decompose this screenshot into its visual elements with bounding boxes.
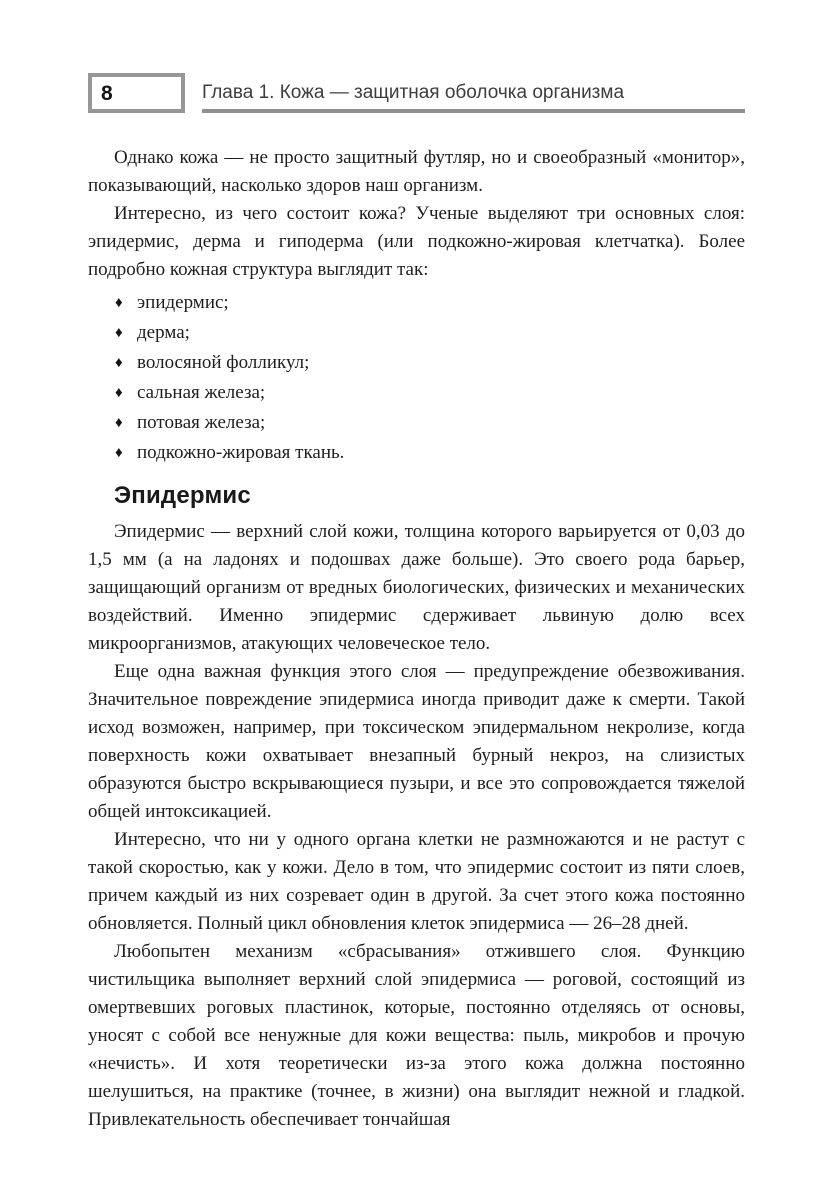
text-block bbox=[88, 73, 745, 1134]
list-item-label: эпидермис; bbox=[137, 292, 229, 313]
paragraph: Еще одна важная функция этого слоя — предупреждение обезвоживания. Значительное повреждение эпидермиса иногда приводит даже к смерти. Такой исход возможен, например, при токсическом эпидермальном некролизе, когда поверхность кожи охватывает внезапный бурный некроз, на слизистых образуются быстро вскрывающиеся пузыри, и все это сопровождается тяжелой общей интоксикацией. bbox=[88, 661, 745, 822]
page-number: 8 bbox=[101, 81, 113, 105]
skin-layers-list bbox=[88, 289, 745, 467]
diamond-bullet-icon: ♦ bbox=[115, 445, 123, 461]
page-number-box bbox=[88, 73, 185, 113]
list-item bbox=[88, 349, 745, 377]
list-item bbox=[88, 409, 745, 437]
body-text bbox=[88, 144, 745, 1134]
paragraph: Интересно, из чего состоит кожа? Ученые выделяют три основных слоя: эпидермис, дерма и гиподерма (или подкожно-жировая клетчатка). Более подробно кожная структура выглядит так: bbox=[88, 203, 745, 280]
paragraph: Эпидермис — верхний слой кожи, толщина которого варьируется от 0,03 до 1,5 мм (а на ладонях и подошвах даже больше). Это своего рода барьер, защищающий организм от вредных биологических, физических и механических воздействий. Именно эпидермис сдерживает львиную долю всех микроорганизмов, атакующих человеческое тело. bbox=[88, 521, 745, 654]
running-title-column bbox=[202, 73, 745, 113]
list-item bbox=[88, 289, 745, 317]
list-item-label: волосяной фолликул; bbox=[137, 352, 310, 373]
list-item-label: потовая железа; bbox=[137, 412, 266, 433]
paragraph: Интересно, что ни у одного органа клетки не размножаются и не растут с такой скоростью, как у кожи. Дело в том, что эпидермис состоит из пяти слоев, причем каждый из них созревает один в другой. За счет этого кожа постоянно обновляется. Полный цикл обновления клеток эпидермиса — 26–28 дней. bbox=[88, 829, 745, 934]
diamond-bullet-icon: ♦ bbox=[115, 385, 123, 401]
list-item-label: подкожно-жировая ткань. bbox=[137, 442, 345, 463]
running-header bbox=[88, 73, 745, 113]
diamond-bullet-icon: ♦ bbox=[115, 325, 123, 341]
list-item-label: сальная железа; bbox=[137, 382, 266, 403]
diamond-bullet-icon: ♦ bbox=[115, 355, 123, 371]
diamond-bullet-icon: ♦ bbox=[115, 295, 123, 311]
diamond-bullet-icon: ♦ bbox=[115, 415, 123, 431]
paragraph: Любопытен механизм «сбрасывания» отжившего слоя. Функцию чистильщика выполняет верхний слой эпидермиса — роговой, состоящий из омертвевших роговых пластинок, которые, постоянно отделяясь от основы, уносят с собой все ненужные для кожи вещества: пыль, микробов и прочую «нечисть». И хотя теоретически из-за этого кожа должна постоянно шелушиться, на практике (точнее, в жизни) она выглядит нежной и гладкой. Привлекательность обеспечивает тончайшая bbox=[88, 941, 745, 1130]
list-item bbox=[88, 439, 745, 467]
chapter-title: Глава 1. Кожа — защитная оболочка организма bbox=[202, 82, 625, 103]
paragraph: Однако кожа — не просто защитный футляр, но и своеобразный «монитор», показывающий, насколько здоров наш организм. bbox=[88, 147, 745, 196]
list-item bbox=[88, 319, 745, 347]
section-heading: Эпидермис bbox=[114, 482, 251, 509]
list-item bbox=[88, 379, 745, 407]
header-rule bbox=[202, 109, 745, 113]
list-item-label: дерма; bbox=[137, 322, 190, 343]
